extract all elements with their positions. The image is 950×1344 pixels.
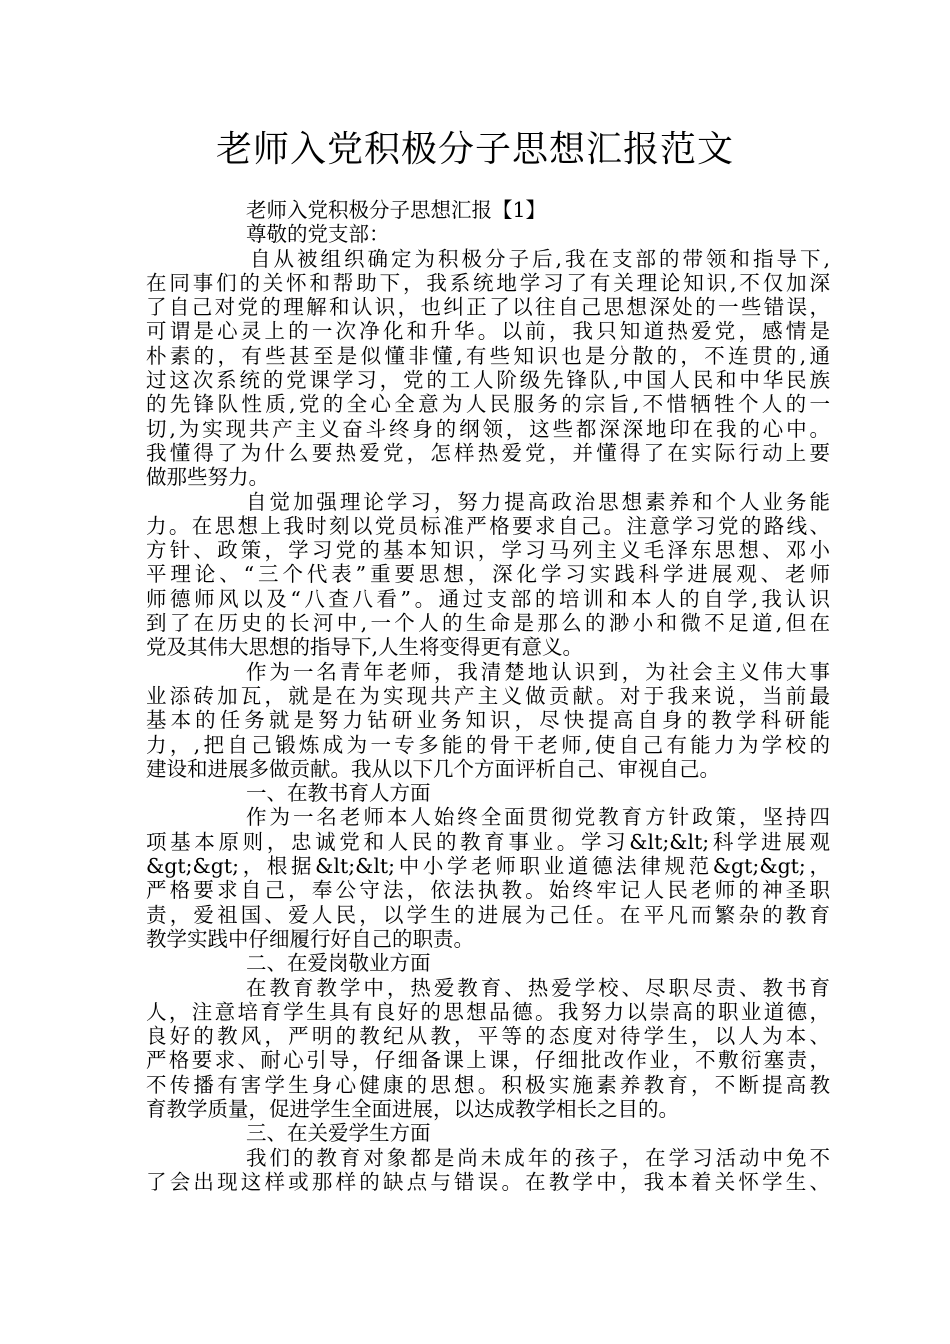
text-line: 做那些努力。 — [146, 465, 269, 490]
text-line: 我懂得了为什么要热爱党，怎样热爱党，并懂得了在实际行动上要 — [146, 440, 830, 465]
text-line: 我们的教育对象都是尚未成年的孩子，在学习活动中免不 — [246, 1145, 830, 1170]
text-line: 作为一名青年老师，我清楚地认识到，为社会主义伟大事 — [246, 659, 830, 684]
text-line: 责，爱祖国、爱人民，以学生的进展为己任。在平凡而繁杂的教育 — [146, 902, 830, 927]
document-body — [146, 198, 830, 1194]
text-line: 可谓是心灵上的一次净化和升华。以前，我只知道热爱党，感情是 — [146, 319, 830, 344]
text-line: 在教育教学中，热爱教育、热爱学校、尽职尽责、教书育 — [246, 975, 830, 1000]
text-line: 作为一名老师本人始终全面贯彻党教育方针政策，坚持四 — [246, 805, 830, 830]
text-line: 严格要求自己，奉公守法，依法执教。始终牢记人民老师的神圣职 — [146, 878, 830, 903]
text-line: 了会出现这样或那样的缺点与错误。在教学中，我本着关怀学生、 — [146, 1169, 830, 1194]
text-line: 三、在关爱学生方面 — [246, 1121, 431, 1146]
text-line: 的先锋队性质,党的全心全意为人民服务的宗旨,不惜牺牲个人的一 — [146, 392, 830, 417]
text-line: 教学实践中仔细履行好自己的职责。 — [146, 926, 474, 951]
text-line: 自觉加强理论学习，努力提高政治思想素养和个人业务能 — [246, 489, 830, 514]
text-line: 切,为实现共产主义奋斗终身的纲领，这些都深深地印在我的心中。 — [146, 416, 830, 441]
text-line: 人，注意培育学生具有良好的思想品德。我努力以崇高的职业道德， — [146, 999, 830, 1024]
text-line: 平理论、“三个代表”重要思想，深化学习实践科学进展观、老师 — [146, 562, 830, 587]
text-line: 严格要求、耐心引导，仔细备课上课，仔细批改作业，不敷衍塞责， — [146, 1048, 830, 1073]
text-line: 在同事们的关怀和帮助下，我系统地学习了有关理论知识,不仅加深 — [146, 270, 830, 295]
document-title: 老师入党积极分子思想汇报范文 — [215, 129, 734, 170]
text-line: 业添砖加瓦，就是在为实现共产主义做贡献。对于我来说，当前最 — [146, 683, 830, 708]
text-line: 方针、政策，学习党的基本知识，学习马列主义毛泽东思想、邓小 — [146, 538, 830, 563]
text-line: 二、在爱岗敬业方面 — [246, 951, 431, 976]
text-line: 尊敬的党支部： — [246, 222, 390, 247]
text-line: 到了在历史的长河中,一个人的生命是那么的渺小和微不足道,但在 — [146, 611, 830, 636]
text-line: 师德师风以及“八查八看”。通过支部的培训和本人的自学,我认识 — [146, 586, 830, 611]
text-line: 力，,把自己锻炼成为一专多能的骨干老师,使自己有能力为学校的 — [146, 732, 830, 757]
text-line: 力。在思想上我时刻以党员标准严格要求自己。注意学习党的路线、 — [146, 513, 830, 538]
text-line: 老师入党积极分子思想汇报【1】 — [246, 198, 547, 222]
text-line: 基本的任务就是努力钻研业务知识，尽快提高自身的教学科研能 — [146, 708, 830, 733]
text-line: 一、在教书育人方面 — [246, 781, 431, 806]
text-line: 建设和进展多做贡献。我从以下几个方面评析自己、审视自己。 — [146, 756, 720, 781]
text-line: 过这次系统的党课学习，党的工人阶级先锋队,中国人民和中华民族 — [146, 368, 830, 393]
text-line: 党及其伟大思想的指导下,人生将变得更有意义。 — [146, 635, 584, 660]
text-line: 良好的教风，严明的教纪从教，平等的态度对待学生，以人为本、 — [146, 1024, 830, 1049]
text-line: 育教学质量，促进学生全面进展，以达成教学相长之目的。 — [146, 1096, 679, 1121]
text-line: &gt;&gt;，根据&lt;&lt;中小学老师职业道德法律规范&gt;&gt;， — [146, 854, 830, 879]
text-line: 项基本原则，忠诚党和人民的教育事业。学习&lt;&lt;科学进展观 — [146, 829, 830, 854]
text-line: 了自己对党的理解和认识，也纠正了以往自己思想深处的一些错误， — [146, 295, 830, 320]
text-line: 朴素的，有些甚至是似懂非懂,有些知识也是分散的，不连贯的,通 — [146, 343, 830, 368]
text-line: 自从被组织确定为积极分子后,我在支部的带领和指导下, — [250, 246, 830, 271]
text-line: 不传播有害学生身心健康的思想。积极实施素养教育，不断提高教 — [146, 1072, 830, 1097]
